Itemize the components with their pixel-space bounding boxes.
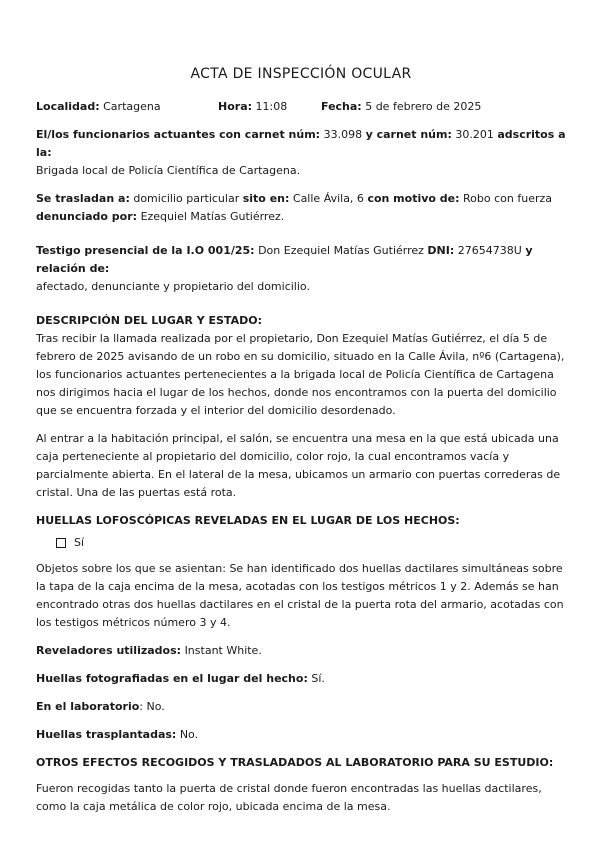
fotografiadas-line xyxy=(36,670,566,688)
foto-label: Huellas fotografiadas en el lugar del hecho: xyxy=(36,672,308,685)
testigo-paragraph xyxy=(36,242,566,296)
func-label-3: adscritos a la: xyxy=(36,128,566,159)
foto-value: Sí. xyxy=(311,672,325,685)
descripcion-paragraph-1: Tras recibir la llamada realizada por el propietario, Don Ezequiel Matías Gutiérrez, el día 5 de febrero de 2025 avisando de un robo en su domicilio, situado en la Calle Ávila, nº6 (Cartagena), los funcionarios actuantes pertenecientes a la brigada local de Policía Científica de Cartagena nos dirigimos hacia el lugar de los hechos, donde nos encontramos con la puerta del domicilio que se encuentra forzada y el interior del domicilio desordenado. xyxy=(36,332,565,417)
checkbox-icon xyxy=(56,538,66,548)
tras-label-4: denunciado por: xyxy=(36,210,138,223)
localidad-value: Cartagena xyxy=(103,100,161,113)
rev-label: Reveladores utilizados: xyxy=(36,644,182,657)
huellas-checkbox-row xyxy=(56,534,566,552)
page-title: ACTA DE INSPECCIÓN OCULAR xyxy=(190,66,412,82)
rev-value: Instant White. xyxy=(184,644,262,657)
tras-value-2: Calle Ávila, 6 xyxy=(292,192,364,205)
header-row xyxy=(36,98,566,116)
document-page xyxy=(36,66,566,826)
testigo-dni: 27654738U xyxy=(457,244,522,257)
testigo-label-2: DNI: xyxy=(427,244,455,257)
traslado-paragraph xyxy=(36,190,566,226)
huellas-checkbox-label: Sí xyxy=(74,536,85,549)
func-label-2: y carnet núm: xyxy=(365,128,452,141)
tras-label-2: sito en: xyxy=(242,192,290,205)
lab-label: En el laboratorio xyxy=(36,700,140,713)
laboratorio-line xyxy=(36,698,566,716)
hora-label: Hora: xyxy=(218,100,253,113)
func-carnet-2: 30.201 xyxy=(455,128,494,141)
trasp-label: Huellas trasplantadas: xyxy=(36,728,177,741)
hora-field xyxy=(218,98,321,116)
trasplantadas-line xyxy=(36,726,566,744)
testigo-relation: afectado, denunciante y propietario del domicilio. xyxy=(36,280,310,293)
tras-value-4: Ezequiel Matías Gutiérrez. xyxy=(140,210,285,223)
tras-value-3: Robo con fuerza xyxy=(463,192,552,205)
func-carnet-1: 33.098 xyxy=(323,128,363,141)
hora-value: 11:08 xyxy=(255,100,288,113)
localidad-field xyxy=(36,98,218,116)
otros-heading: OTROS EFECTOS RECOGIDOS Y TRASLADADOS AL LABORATORIO PARA SU ESTUDIO: xyxy=(36,756,554,769)
trasp-value: No. xyxy=(179,728,199,741)
func-label-1: El/los funcionarios actuantes con carnet núm: xyxy=(36,128,321,141)
fecha-field xyxy=(321,98,481,116)
func-unit: Brigada local de Policía Científica de Cartagena. xyxy=(36,164,301,177)
testigo-label-1: Testigo presencial de la I.O 001/25: xyxy=(36,244,255,257)
reveladores-line xyxy=(36,642,566,660)
funcionarios-paragraph xyxy=(36,126,566,180)
tras-value-1: domicilio particular xyxy=(133,192,240,205)
descripcion-heading: DESCRIPCIÓN DEL LUGAR Y ESTADO: xyxy=(36,314,262,327)
testigo-label-3: y relación de: xyxy=(36,244,533,275)
localidad-label: Localidad: xyxy=(36,100,100,113)
otros-paragraph: Fueron recogidas tanto la puerta de cristal donde fueron encontradas las huellas dactilares, como la caja metálica de color rojo, ubicada encima de la mesa. xyxy=(36,782,542,813)
huellas-heading: HUELLAS LOFOSCÓPICAS REVELADAS EN EL LUGAR DE LOS HECHOS: xyxy=(36,514,460,527)
fecha-value: 5 de febrero de 2025 xyxy=(365,100,482,113)
huellas-paragraph: Objetos sobre los que se asientan: Se han identificado dos huellas dactilares simultáneas sobre la tapa de la caja encima de la mesa, acotadas con los testigos métricos 1 y 2. Además se han encontrado otras dos huellas dactilares en el cristal de la puerta rota del armario, acotadas con los testigos métricos número 3 y 4. xyxy=(36,562,564,629)
testigo-name: Don Ezequiel Matías Gutiérrez xyxy=(258,244,424,257)
descripcion-paragraph-2: Al entrar a la habitación principal, el salón, se encuentra una mesa en la que está ubicada una caja perteneciente al propietario del domicilio, color rojo, la cual encontramos vacía y parcialmente abierta. En el lateral de la mesa, ubicamos un armario con puertas correderas de cristal. Una de las puertas está rota. xyxy=(36,432,561,499)
tras-label-1: Se trasladan a: xyxy=(36,192,130,205)
lab-value: : No. xyxy=(139,700,165,713)
tras-label-3: con motivo de: xyxy=(367,192,460,205)
fecha-label: Fecha: xyxy=(321,100,362,113)
